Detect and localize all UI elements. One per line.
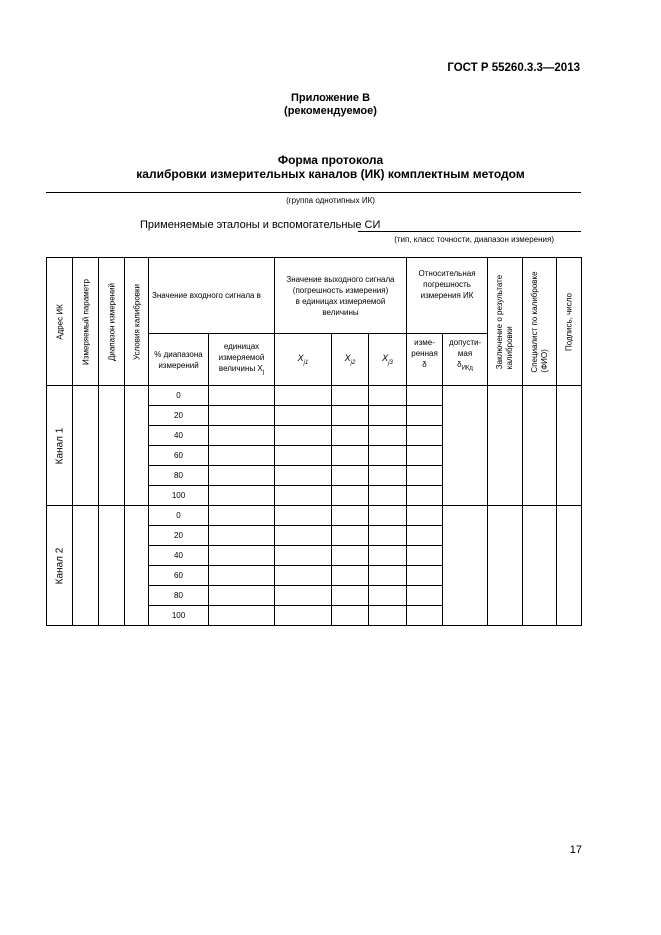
value-cell [332,426,369,446]
etalons-fill-line [358,231,581,232]
value-cell [369,466,407,486]
pct-cell: 0 [149,506,209,526]
pct-cell: 80 [149,466,209,486]
pct-cell: 60 [149,446,209,466]
channel-2-conditions [125,506,149,626]
value-cell [209,486,275,506]
value-cell [332,566,369,586]
header-specialist-line1: Специалист по калибровке [529,270,539,373]
header-range-text: Диапазон измерений [107,282,116,361]
header-measured-line2: ренная [411,349,438,358]
value-cell [369,526,407,546]
value-cell [275,466,332,486]
header-conditions [125,258,149,386]
header-specialist-line2: (ФИО) [539,348,549,373]
header-conclusion [488,258,523,386]
value-cell [332,466,369,486]
header-relative-error [407,258,488,334]
channel-1-conclusion [488,386,523,506]
value-cell [369,506,407,526]
channel-2-label: Канал 2 [54,547,65,584]
header-measured-line3: δ [422,360,427,369]
pct-cell: 80 [149,586,209,606]
value-cell [275,426,332,446]
header-signature [557,258,582,386]
channel-1-specialist [523,386,557,506]
value-cell [369,426,407,446]
channel-1-cell [47,386,73,506]
value-cell [407,566,443,586]
value-cell [369,406,407,426]
header-relative-line3: измерения ИК [420,291,474,300]
value-cell [407,546,443,566]
pct-cell: 100 [149,606,209,626]
header-units-line2: измеряемой [218,352,265,362]
header-output-line3: в единицах измеряемой [295,297,386,306]
header-output-line4: величины [322,308,359,317]
channel-1-conditions [125,386,149,506]
appendix-heading [0,92,661,118]
value-cell [407,586,443,606]
pct-cell: 0 [149,386,209,406]
value-cell [369,386,407,406]
page-number: 17 [569,844,582,856]
header-units [209,334,275,386]
group-fill-line [46,192,581,193]
value-cell [332,506,369,526]
value-cell [332,586,369,606]
value-cell [332,386,369,406]
header-conclusion-line2: калибровки [505,325,515,369]
pct-cell: 100 [149,486,209,506]
channel-2-allowed [443,506,488,626]
value-cell [407,506,443,526]
channel-2-conclusion [488,506,523,626]
channel-1-parameter [73,386,99,506]
header-output-line2: (погрешность измерения) [292,286,389,295]
value-cell [275,566,332,586]
header-allowed-line3: $\delta_{ИКд}$ [457,360,473,372]
header-range [99,258,125,386]
value-cell [407,606,443,626]
value-cell [332,546,369,566]
header-conclusion-text [495,274,515,368]
form-title-line1: Форма протокола [277,153,384,167]
pct-cell: 20 [149,406,209,426]
value-cell [209,386,275,406]
header-address-text: Адрес ИК [55,303,64,340]
value-cell [209,566,275,586]
value-cell [275,406,332,426]
value-cell [369,486,407,506]
header-input [149,258,275,334]
channel-2-range [99,506,125,626]
header-conclusion-line1: Заключение о результате [495,274,505,369]
value-cell [332,446,369,466]
header-output-line1: Значение выходного сигнала [286,275,395,284]
value-cell [209,606,275,626]
value-cell [369,566,407,586]
value-cell [407,406,443,426]
value-cell [209,506,275,526]
value-cell [369,546,407,566]
channel-2-signature [557,506,582,626]
value-cell [275,486,332,506]
header-conditions-text: Условия калибровки [132,283,141,360]
value-cell [407,386,443,406]
header-address [47,258,73,386]
header-parameter [73,258,99,386]
channel-1-range [99,386,125,506]
standard-number: ГОСТ Р 55260.3.3—2013 [447,62,580,74]
value-cell [275,526,332,546]
value-cell [275,386,332,406]
value-cell [332,606,369,626]
group-caption: (группа однотипных ИК) [286,196,375,205]
value-cell [209,586,275,606]
value-cell [209,546,275,566]
pct-cell: 20 [149,526,209,546]
header-measured-line1: изме- [414,338,435,347]
value-cell [369,446,407,466]
form-title-line2: калибровки измерительных каналов (ИК) комплектным методом [136,167,525,181]
header-relative-line2: погрешность [423,280,471,289]
header-allowed-line1: допусти- [448,338,482,347]
value-cell [209,526,275,546]
value-cell [209,446,275,466]
header-signature-text: Подпись, число [564,292,574,351]
value-cell [209,426,275,446]
value-cell [369,606,407,626]
channel-1-signature [557,386,582,506]
value-cell [275,506,332,526]
appendix-status: (рекомендуемое) [284,105,377,117]
form-title [0,153,661,181]
header-x2: $X_{j2}$ [332,334,369,386]
header-units-line1: единицах [223,341,260,351]
appendix-title: Приложение В [290,92,371,104]
header-relative-line1: Относительная [418,269,476,278]
header-measured [407,334,443,386]
header-specialist [523,258,557,386]
channel-1-label: Канал 1 [54,427,65,464]
value-cell [275,606,332,626]
etalons-caption: (тип, класс точности, диапазон измерения) [394,235,554,244]
value-cell [407,466,443,486]
header-x1: $X_{j1}$ [275,334,332,386]
value-cell [407,426,443,446]
value-cell [209,466,275,486]
value-cell [407,446,443,466]
pct-cell: 60 [149,566,209,586]
channel-2-cell [47,506,73,626]
header-parameter-text: Измеряемый параметр [81,278,90,365]
value-cell [209,406,275,426]
header-allowed [443,334,488,386]
header-output [275,258,407,334]
value-cell [407,526,443,546]
channel-2-parameter [73,506,99,626]
header-input-text: Значение входного сигнала в [152,291,261,300]
value-cell [275,586,332,606]
header-x3: $X_{j3}$ [369,334,407,386]
value-cell [275,446,332,466]
value-cell [407,486,443,506]
channel-1-allowed [443,386,488,506]
value-cell [369,586,407,606]
value-cell [275,546,332,566]
pct-cell: 40 [149,426,209,446]
header-specialist-text [530,271,550,372]
calibration-table [46,257,582,626]
channel-2-specialist [523,506,557,626]
pct-cell: 40 [149,546,209,566]
value-cell [332,406,369,426]
etalons-label: Применяемые эталоны и вспомогательные СИ [140,219,381,231]
header-units-line3: величины $X_j$ [218,363,265,376]
header-pct-text: % диапазона измерений [154,349,203,370]
header-pct [149,334,209,386]
value-cell [332,526,369,546]
value-cell [332,486,369,506]
header-allowed-line2: мая [457,349,473,358]
